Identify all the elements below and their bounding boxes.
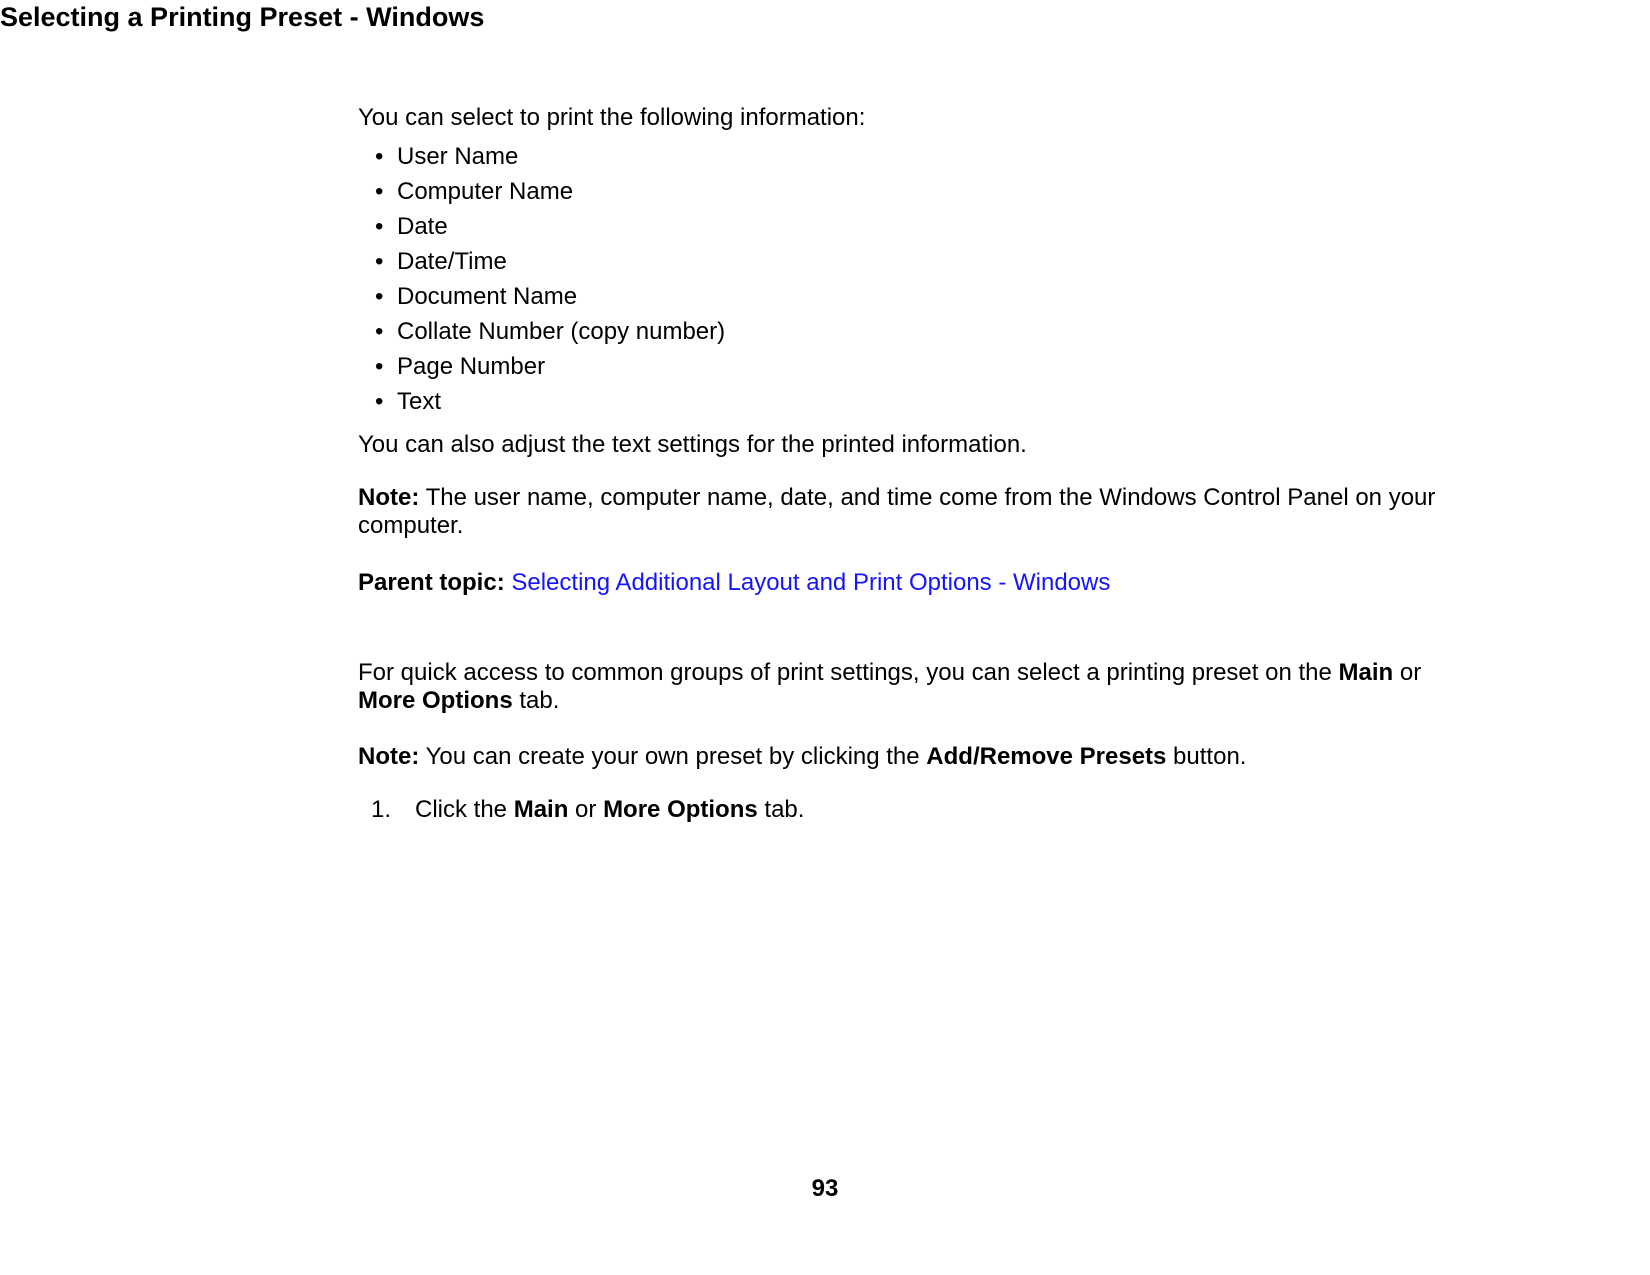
adjust-text-paragraph: You can also adjust the text settings for the printed information. <box>358 431 1027 458</box>
intro-paragraph: You can select to print the following information: <box>358 104 866 131</box>
parent-topic-line <box>358 569 1458 597</box>
print-info-list <box>358 139 1458 419</box>
list-item-label: User Name <box>397 143 519 170</box>
bullet-icon: • <box>375 353 384 380</box>
text-segment: Click the <box>415 796 514 823</box>
text-segment: You can create your own preset by clicking the <box>419 743 927 770</box>
text-segment: or <box>1393 659 1422 686</box>
list-item <box>358 314 1458 349</box>
note-paragraph <box>358 484 1458 540</box>
parent-topic-link[interactable]: Selecting Additional Layout and Print Options - Windows <box>511 569 1111 596</box>
list-item-label: Page Number <box>397 353 546 380</box>
list-item <box>358 209 1458 244</box>
bold-text-segment: Main <box>1338 659 1394 686</box>
note-label: Note: <box>358 484 420 511</box>
text-segment: tab. <box>512 687 560 714</box>
list-item-label: Date/Time <box>397 248 507 275</box>
section-heading: Selecting a Printing Preset - Windows <box>0 2 485 32</box>
list-item-label: Document Name <box>397 283 578 310</box>
bold-text-segment: Add/Remove Presets <box>926 743 1167 770</box>
list-item-label: Computer Name <box>397 178 574 205</box>
list-item <box>358 174 1458 209</box>
bullet-icon: • <box>375 213 384 240</box>
note-text: The user name, computer name, date, and time come from the Windows Control Panel on your computer. <box>358 484 1436 539</box>
list-item-label: Date <box>397 213 448 240</box>
text-segment: tab. <box>757 796 805 823</box>
bullet-icon: • <box>375 283 384 310</box>
bullet-icon: • <box>375 143 384 170</box>
bullet-icon: • <box>375 388 384 415</box>
section-intro-paragraph <box>358 659 1458 715</box>
step-text <box>415 796 804 823</box>
bullet-icon: • <box>375 318 384 345</box>
list-item <box>358 279 1458 314</box>
list-item <box>358 139 1458 174</box>
bold-text-segment: Note: <box>358 743 420 770</box>
step-item <box>358 796 1458 824</box>
bold-text-segment: More Options <box>358 687 513 714</box>
list-item-label: Collate Number (copy number) <box>397 318 726 345</box>
text-segment: For quick access to common groups of print settings, you can select a printing preset on the <box>358 659 1339 686</box>
bullet-icon: • <box>375 248 384 275</box>
list-item <box>358 349 1458 384</box>
page-number: 93 <box>811 1175 839 1202</box>
bullet-icon: • <box>375 178 384 205</box>
parent-topic-label: Parent topic: <box>358 569 505 596</box>
list-item <box>358 384 1458 419</box>
list-item <box>358 244 1458 279</box>
preset-note-paragraph <box>358 743 1458 771</box>
text-segment: or <box>568 796 604 823</box>
bold-text-segment: More Options <box>603 796 758 823</box>
text-segment: button. <box>1166 743 1247 770</box>
step-number: 1. <box>371 796 392 823</box>
bold-text-segment: Main <box>513 796 569 823</box>
list-item-label: Text <box>397 388 442 415</box>
